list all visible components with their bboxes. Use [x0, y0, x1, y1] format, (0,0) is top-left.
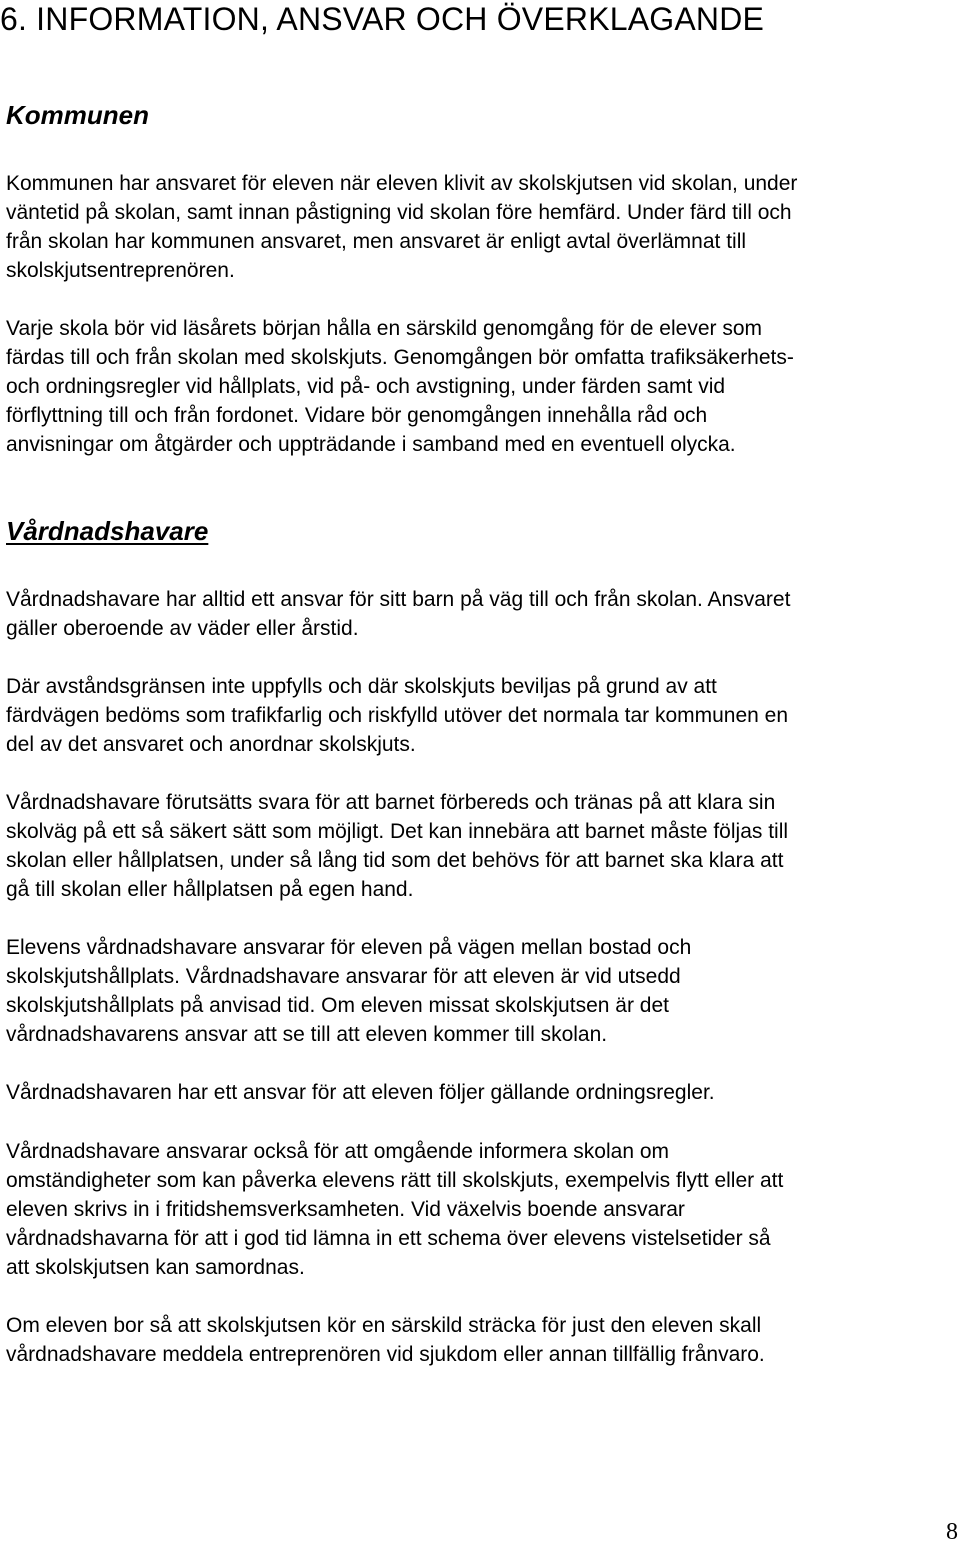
vardnadshavare-paragraph-4: Elevens vårdnadshavare ansvarar för eleven på vägen mellan bostad och skolskjutshållplats. Vårdnadshavare ansvarar för att eleven är vid utsedd skolskjutshållplats på anvisad tid. Om eleven missat skolskjutsen är det vårdnadshavarens ansvar att se till att eleven kommer till skolan. — [6, 936, 692, 1046]
kommunen-paragraph-2: Varje skola bör vid läsårets början hålla en särskild genomgång för de elever som färdas till och från skolan med skolskjuts. Genomgången bör omfatta trafiksäkerhets- och ordningsregler vid hållplats, vid på- och avstigning, under färden samt vid förflyttning till och från fordonet. Vidare bör genomgången innehålla råd och anvisningar om åtgärder och uppträdande i samband med en eventuell olycka. — [6, 317, 794, 456]
vardnadshavare-paragraph-3: Vårdnadshavare förutsätts svara för att barnet förbereds och tränas på att klara sin skolväg på ett så säkert sätt som möjligt. Det kan innebära att barnet måste följas till skolan eller hållplatsen, under så lång tid som det behövs för att barnet ska klara att gå till skolan eller hållplatsen på egen hand. — [6, 791, 789, 901]
vardnadshavare-paragraph-2: Där avståndsgränsen inte uppfylls och där skolskjuts beviljas på grund av att färdvägen bedöms som trafikfarlig och riskfylld utöver det normala tar kommunen en del av det ansvaret och anordnar skolskjuts. — [6, 675, 789, 756]
vardnadshavare-paragraph-1: Vårdnadshavare har alltid ett ansvar för sitt barn på väg till och från skolan. Ansvaret gäller oberoende av väder eller årstid. — [6, 588, 791, 640]
section-title: 6. INFORMATION, ANSVAR OCH ÖVERKLAGANDE — [0, 1, 765, 37]
heading-vardnadshavare: Vårdnadshavare — [6, 516, 209, 546]
kommunen-paragraph-1: Kommunen har ansvaret för eleven när eleven klivit av skolskjutsen vid skolan, under väntetid på skolan, samt innan påstigning vid skolan före hemfärd. Under färd till och från skolan har kommunen ansvaret, men ansvaret är enligt avtal överlämnat till skolskjutsentreprenören. — [6, 172, 798, 282]
vardnadshavare-paragraph-5: Vårdnadshavaren har ett ansvar för att eleven följer gällande ordningsregler. — [6, 1081, 715, 1104]
vardnadshavare-paragraph-7: Om eleven bor så att skolskjutsen kör en särskild sträcka för just den eleven skall vårdnadshavare meddela entreprenören vid sjukdom eller annan tillfällig frånvaro. — [6, 1314, 765, 1366]
vardnadshavare-paragraph-6: Vårdnadshavare ansvarar också för att omgående informera skolan om omständigheter som kan påverka elevens rätt till skolskjuts, exempelvis flytt eller att eleven skrivs in i fritidshemsverksamheten. Vid växelvis boende ansvarar vårdnadshavarna för att i god tid lämna in ett schema över elevens vistelsetider så att skolskjutsen kan samordnas. — [6, 1140, 784, 1279]
heading-kommunen: Kommunen — [6, 100, 149, 130]
page-number: 8 — [946, 1519, 958, 1545]
